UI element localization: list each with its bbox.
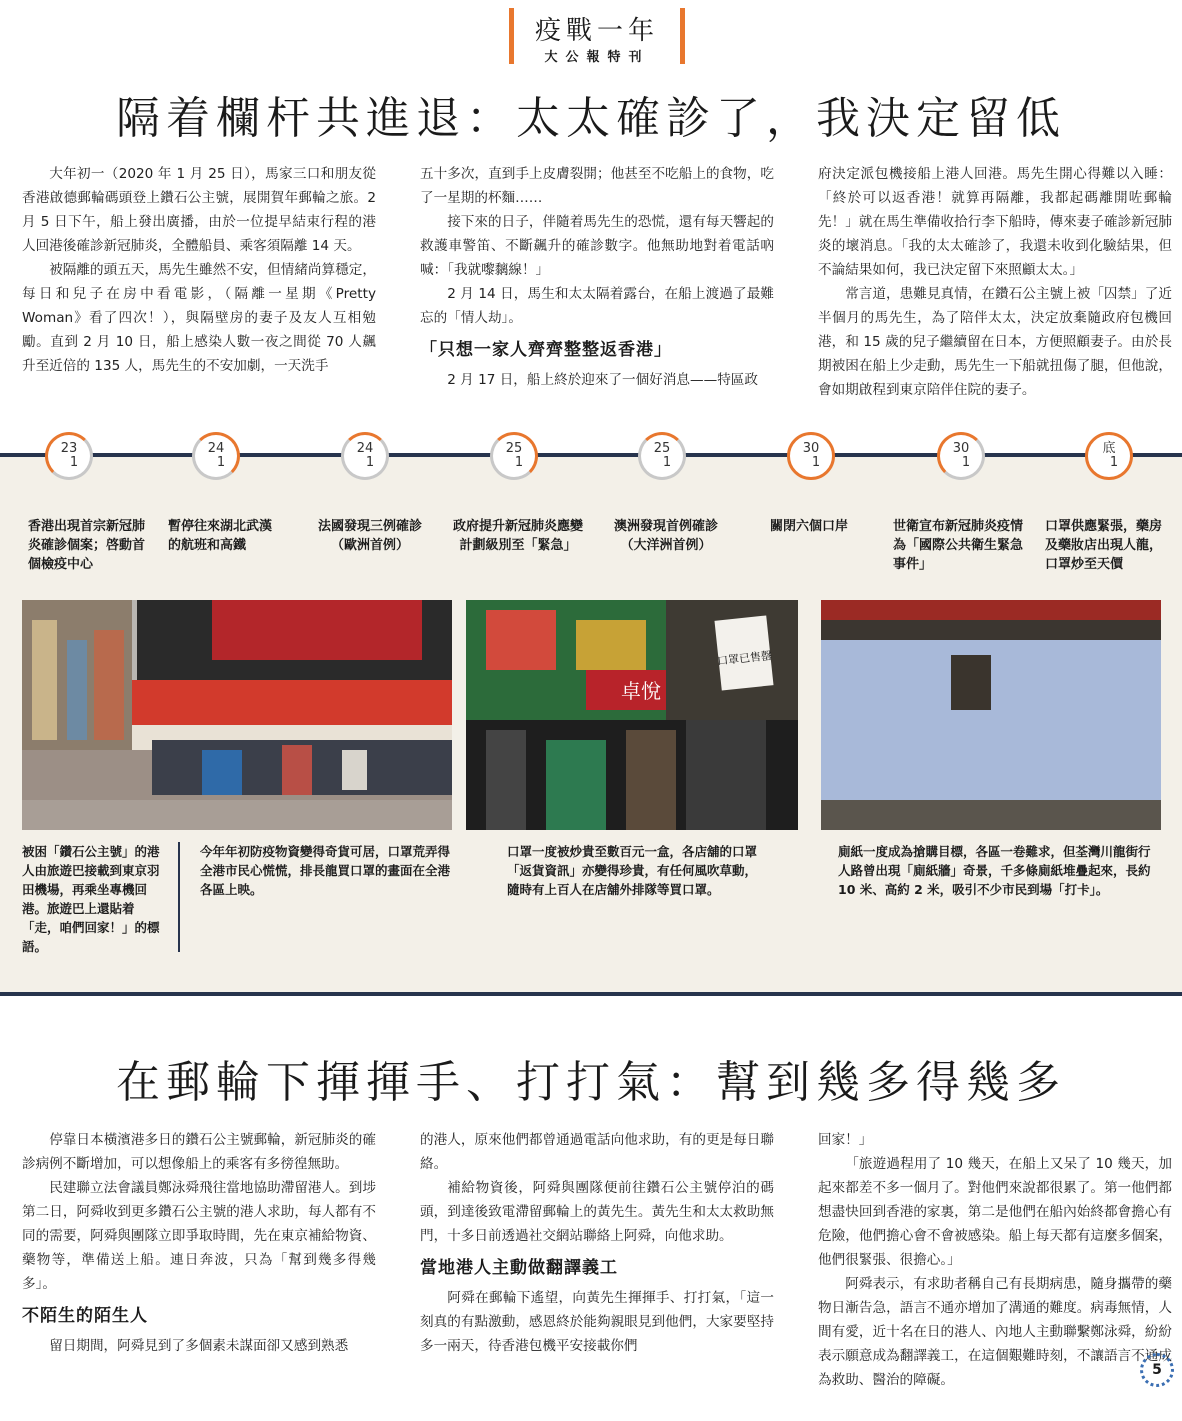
timeline-date-7: 30 1 [937, 432, 985, 480]
paragraph: 阿舜表示，有求助者稱自己有長期病患，隨身攜帶的藥物日漸告急，語言不通亦增加了溝通的難度。病毒無情，人間有愛，近十名在日的港人、內地人主動聯繫鄭泳舜，紛紛表示願意成為翻譯義工，在這個艱難時刻，不讓語言不通成為救助、醫治的障礙。 [818, 1276, 1172, 1388]
timeline-event-4: 政府提升新冠肺炎應變計劃級別至「緊急」 [452, 519, 583, 553]
photo-mask-shop [466, 600, 798, 830]
headline-1: 隔着欄杆共進退：太太確診了，我決定留低 [116, 93, 1066, 144]
masthead [509, 8, 685, 70]
timeline-date-8: 底 1 [1085, 432, 1133, 480]
paragraph: 阿舜在郵輪下遙望，向黃先生揮揮手、打打氣，「這一刻真的有點激動，感恩終於能夠親眼見到他們，大家要堅持多一兩天，待香港包機平安接載你們 [420, 1290, 774, 1354]
headline-2: 在郵輪下揮揮手、打打氣：幫到幾多得幾多 [116, 1057, 1066, 1108]
timeline-event-6: 關閉六個口岸 [770, 519, 849, 534]
paragraph: 被隔離的頭五天，馬先生雖然不安，但情緒尚算穩定，每日和兒子在房中看電影，（隔離一星期《Pretty Woman》看了四次！），與隔壁房的妻子及友人互相勉勵。直到 2 月 10 日，船上感染人數一夜之間從 70 人飆升至近倍的 135 人，馬先生的不安加劇，一天洗手 [22, 262, 376, 374]
photo-sign-text: 口罩已售罄 [716, 649, 773, 668]
caption-1: 被困「鑽石公主號」的港人由旅遊巴接載到東京羽田機場，再乘坐專機回港。旅遊巴上還貼着「走，咱們回家！」的標語。 [22, 844, 160, 954]
timeline-date-6: 30 1 [787, 432, 835, 480]
paragraph: 的港人，原來他們都曾通過電話向他求助，有的更是每日聯絡。 [420, 1132, 774, 1172]
timeline-event-3: 法國發現三例確診（歐洲首例） [317, 519, 422, 553]
caption-2: 今年年初防疫物資變得奇貨可居，口罩荒弄得全港市民心慌慌，排長龍買口罩的畫面在全港各區上映。 [200, 844, 451, 897]
timeline-event-5: 澳洲發現首例確診（大洋洲首例） [613, 519, 718, 553]
masthead-subtitle: 大公報特刊 [544, 50, 650, 65]
masthead-title: 疫戰一年 [534, 16, 659, 46]
paragraph: 常言道，患難見真情，在鑽石公主號上被「囚禁」了近半個月的馬先生，為了陪伴太太，決定放棄隨政府包機回港，和 15 歲的兒子繼續留在日本，方便照顧妻子。由於長期被困在船上少走動，馬先生一下船就扭傷了腿，但他說，會如期啟程到東京陪伴住院的妻子。 [818, 286, 1172, 398]
timeline-date-2: 24 1 [192, 432, 240, 480]
paragraph: 留日期間，阿舜見到了多個素未謀面卻又感到熟悉 [49, 1338, 349, 1354]
caption-divider [178, 842, 180, 952]
timeline-date-5: 25 1 [638, 432, 686, 480]
paragraph: 補給物資後，阿舜與團隊便前往鑽石公主號停泊的碼頭，到達後致電滯留郵輪上的黃先生。黃先生和太太救助無門，十多日前透過社交網站聯絡上阿舜，向他求助。 [420, 1180, 774, 1244]
paragraph: 2 月 17 日，船上終於迎來了一個好消息——特區政 [447, 372, 758, 388]
paragraph: 五十多次，直到手上皮膚裂開；他甚至不吃船上的食物，吃了一星期的杯麵…… [420, 166, 774, 206]
timeline-event-8: 口罩供應緊張，藥房及藥妝店出現人龍，口罩炒至天價 [1045, 519, 1163, 572]
timeline-event-2: 暫停往來湖北武漢的航班和高鐵 [168, 519, 273, 553]
article1-col1 [22, 162, 376, 378]
timeline-date-4: 25 1 [490, 432, 538, 480]
timeline-date-1: 23 1 [45, 432, 93, 480]
photo-mask-queue [22, 600, 452, 830]
paragraph: 民建聯立法會議員鄭泳舜飛往當地協助滯留港人。到埗第二日，阿舜收到更多鑽石公主號的港人求助，每人都有不同的需要，阿舜與團隊立即爭取時間，先在東京補給物資、藥物等，準備送上船。連日奔波，只為「幫到幾多得幾多」。 [22, 1180, 376, 1292]
band-bottom-rule [0, 992, 1182, 996]
paragraph: 停靠日本橫濱港多日的鑽石公主號郵輪，新冠肺炎的確診病例不斷增加，可以想像船上的乘客有多徬徨無助。 [22, 1132, 376, 1172]
caption-4: 廁紙一度成為搶購目標，各區一卷難求，但荃灣川龍街行人路曾出現「廁紙牆」奇景，千多條廁紙堆疊起來，長約 10 米、高約 2 米，吸引不少市民到場「打卡」。 [838, 844, 1151, 897]
paragraph: 「旅遊過程用了 10 幾天，在船上又呆了 10 幾天，加起來都差不多一個月了。對他們來說都很累了。第一他們都想盡快回到香港的家裏，第二是他們在船內始終都會擔心有危險，他們擔心會不會被感染。船上每天都有這麼多個案，他們很緊張、很擔心。」 [818, 1156, 1172, 1268]
photo-shop-sign-text: 卓悅 [621, 679, 661, 703]
subheading: 「只想一家人齊齊整整返香港」 [420, 340, 672, 360]
paragraph: 府決定派包機接船上港人回港。馬先生開心得難以入睡：「終於可以返香港！就算再隔離，我都起碼離開咗郵輪先！」就在馬生準備收拾行李下船時，傳來妻子確診新冠肺炎的壞消息。「我的太太確診了，我還未收到化驗結果，但不論結果如何，我已決定留下來照顧太太。」 [818, 166, 1172, 278]
caption-3: 口罩一度被炒貴至數百元一盒，各店舖的口罩「返貨資訊」亦變得珍貴，有任何風吹草動，隨時有上百人在店舖外排隊等買口罩。 [507, 844, 758, 897]
article2-col2 [420, 1128, 774, 1358]
paragraph: 回家！」 [818, 1132, 873, 1148]
page-number: 5 [1140, 1353, 1174, 1387]
article1-col3 [818, 162, 1172, 402]
timeline-date-3: 24 1 [341, 432, 389, 480]
subheading: 當地港人主動做翻譯義工 [420, 1258, 618, 1278]
timeline-event-1: 香港出現首宗新冠肺炎確診個案；啓動首個檢疫中心 [28, 519, 146, 572]
subheading: 不陌生的陌生人 [22, 1306, 148, 1326]
timeline-axis [0, 453, 1182, 457]
paragraph: 2 月 14 日，馬生和太太隔着露台，在船上渡過了最難忘的「情人劫」。 [420, 286, 774, 326]
paragraph: 大年初一（2020 年 1 月 25 日），馬家三口和朋友從香港啟德郵輪碼頭登上鑽石公主號，展開賀年郵輪之旅。2 月 5 日下午，船上發出廣播，由於一位提早結束行程的港人回港後確診新冠肺炎，全體船員、乘客須隔離 14 天。 [22, 166, 376, 254]
article2-col3 [818, 1128, 1172, 1392]
article2-col1 [22, 1128, 376, 1358]
paragraph: 接下來的日子，伴隨着馬先生的恐慌，還有每天響起的救護車警笛、不斷飆升的確診數字。他無助地對着電話吶喊：「我就嚟黐線！」 [420, 214, 774, 278]
article1-col2 [420, 162, 774, 392]
timeline-event-7: 世衛宣布新冠肺炎疫情為「國際公共衛生緊急事件」 [893, 519, 1024, 572]
photo-toilet-paper [821, 600, 1161, 830]
